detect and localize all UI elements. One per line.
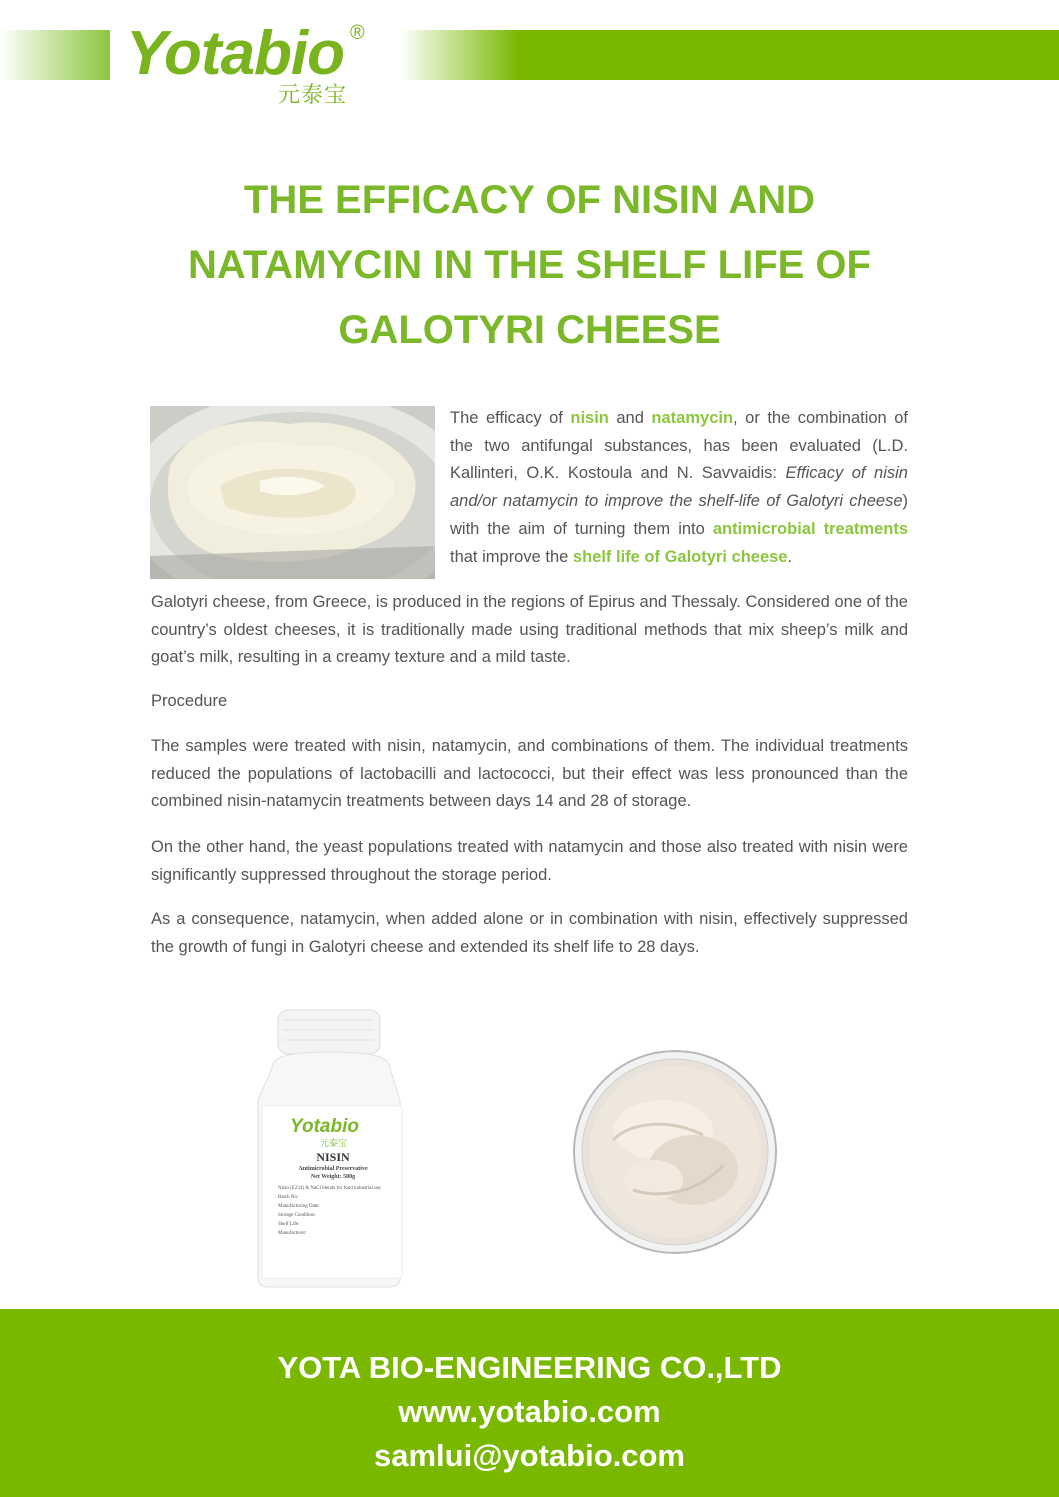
logo-registered-mark: ®: [350, 22, 365, 44]
highlight-antimicrobial-treatments: antimicrobial treatments: [712, 519, 908, 538]
intro-paragraph: [450, 405, 908, 571]
header-bar-right: [400, 30, 1059, 80]
bottle-label-row: Shelf Life:: [278, 1222, 300, 1227]
nisin-product-bottle: [250, 1008, 412, 1288]
paragraph-yeast-results: On the other hand, the yeast populations treated with natamycin and those also treated with nisin were significantly suppressed throughout the storage period.: [151, 838, 908, 884]
nisin-powder-dish: [573, 1050, 777, 1254]
highlight-shelf-life: shelf life of Galotyri cheese: [572, 547, 788, 566]
bottle-brand-cn: 元泰宝: [320, 1139, 348, 1149]
footer-company-name: YOTA BIO-ENGINEERING CO.,LTD: [277, 1350, 782, 1385]
galotyri-cheese-photo: [150, 406, 435, 579]
intro-text-2: and: [608, 409, 652, 427]
intro-text-5: that improve the: [450, 547, 573, 566]
intro-text-4: ) with the aim of turning them into: [450, 492, 908, 538]
title-line-2: NATAMYCIN IN THE SHELF LIFE OF: [188, 243, 871, 287]
bottle-label-row: Manufacturing Date:: [278, 1204, 320, 1209]
title-line-3: GALOTYRI CHEESE: [338, 308, 721, 352]
bottle-net-weight: Net Weight: 500g: [310, 1174, 356, 1180]
bottle-label-row: Batch No:: [278, 1195, 299, 1200]
procedure-heading: Procedure: [151, 692, 228, 710]
paragraph-galotyri-origin: Galotyri cheese, from Greece, is produced in the regions of Epirus and Thessaly. Considered one of the country’s oldest cheeses, it is traditionally made using traditional methods that mix sheep’s milk and goat’s milk, resulting in a creamy texture and a mild taste.: [151, 593, 908, 667]
page-title: [100, 168, 959, 363]
footer-website[interactable]: www.yotabio.com: [398, 1394, 661, 1429]
title-line-1: THE EFFICACY OF NISIN AND: [243, 178, 816, 222]
bottle-subtitle: Antimicrobial Preservative: [298, 1166, 368, 1172]
company-logo: [120, 18, 390, 108]
paragraph-procedure-results: The samples were treated with nisin, natamycin, and combinations of them. The individual treatments reduced the populations of lactobacilli and lactococci, but their effect was less pronounced than the combined nisin-natamycin treatments between days 14 and 28 of storage.: [151, 737, 908, 811]
highlight-natamycin: natamycin: [651, 409, 734, 427]
highlight-nisin: nisin: [570, 409, 609, 427]
bottle-label-row: Storage Condition:: [278, 1213, 316, 1218]
bottle-label-row: Manufacturer:: [278, 1231, 307, 1236]
bottle-label-details: [278, 1184, 396, 1238]
intro-text-6: .: [787, 547, 793, 566]
bottle-label-row: Nisin (E234) & NaCl blends for food industrial use: [278, 1186, 381, 1191]
footer-banner: [0, 1309, 1059, 1497]
intro-text-3: , or the combination of the two antifungal substances, has been evaluated (L.D. Kallinteri, O.K. Kostoula and N. Savvaidis:: [450, 409, 908, 483]
logo-wordmark: Yotabio: [126, 19, 345, 88]
footer-email[interactable]: samlui@yotabio.com: [373, 1438, 685, 1473]
logo-chinese-name: 元泰宝: [278, 83, 348, 108]
intro-text-1: The efficacy of: [450, 409, 571, 427]
study-citation: Efficacy of nisin and/or natamycin to improve the shelf-life of Galotyri cheese: [450, 464, 908, 511]
header-bar-left: [0, 30, 110, 80]
paragraph-conclusion: As a consequence, natamycin, when added alone or in combination with nisin, effectively suppressed the growth of fungi in Galotyri cheese and extended its shelf life to 28 days.: [151, 910, 908, 956]
bottle-product-name: NISIN: [316, 1150, 350, 1164]
bottle-brand: Yotabio: [290, 1116, 359, 1137]
